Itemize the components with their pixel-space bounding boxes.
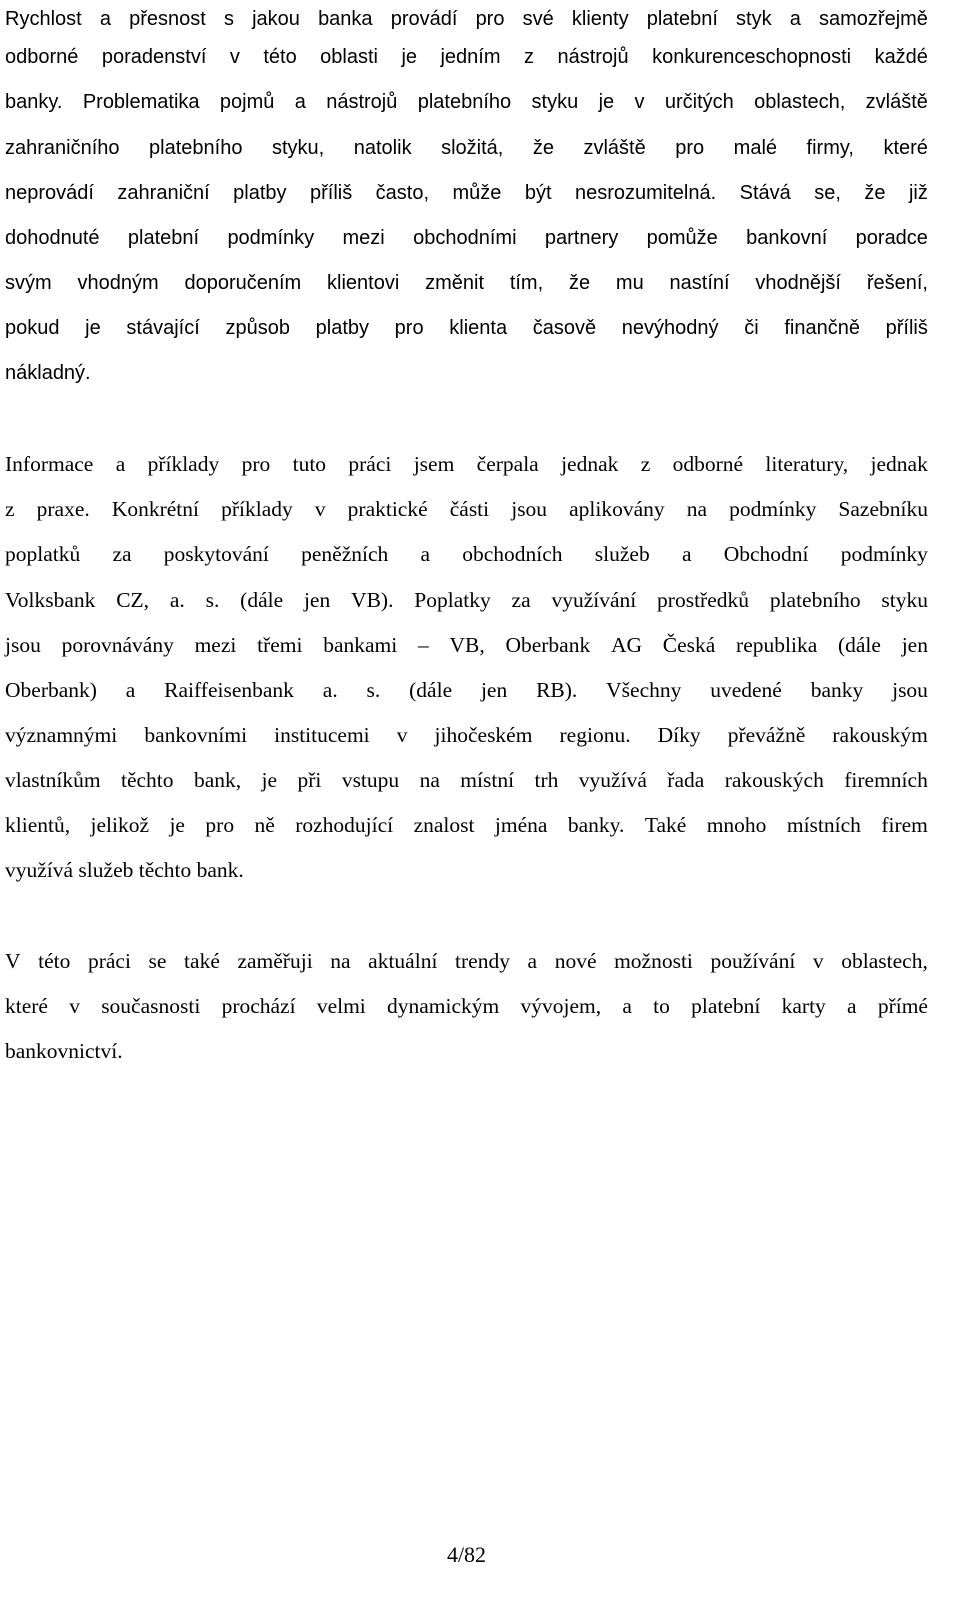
word: klienta xyxy=(449,317,508,339)
word: a xyxy=(125,678,136,702)
word: nové xyxy=(554,949,597,973)
word: tuto xyxy=(292,452,327,476)
word: přesnost xyxy=(129,8,206,30)
p1-line-9: nákladný. xyxy=(5,362,91,384)
word: této xyxy=(263,46,297,68)
word: karty xyxy=(781,994,826,1018)
word: podmínky xyxy=(227,227,315,249)
word: a. xyxy=(322,678,338,702)
word: firemních xyxy=(844,768,928,792)
word: z xyxy=(523,46,534,68)
word: AG xyxy=(610,633,643,657)
word: a xyxy=(420,542,431,566)
word: čerpala xyxy=(476,452,539,476)
word: mezi xyxy=(342,227,385,249)
word: jednak xyxy=(561,452,619,476)
word: podmínky xyxy=(729,497,817,521)
word: a xyxy=(847,994,857,1018)
p1-line-6 xyxy=(5,221,928,255)
word: institucemi xyxy=(274,723,370,747)
word: klientů, xyxy=(5,813,71,837)
word: podmínky xyxy=(840,542,928,566)
word: za xyxy=(112,542,132,566)
word: pro xyxy=(475,8,505,30)
word: firem xyxy=(881,813,928,837)
word: Volksbank xyxy=(5,588,96,612)
word: místních xyxy=(786,813,861,837)
word: Poplatky xyxy=(414,588,491,612)
word: pojmů xyxy=(219,91,275,113)
word: pro xyxy=(205,813,235,837)
word: jsou xyxy=(511,497,548,521)
word: platebního xyxy=(149,137,243,159)
word: změnit xyxy=(425,272,484,294)
word: jelikož xyxy=(90,813,150,837)
word: zaměřuji xyxy=(237,949,313,973)
word: to xyxy=(653,994,670,1018)
word: práci xyxy=(87,949,131,973)
word: poradenství xyxy=(101,46,207,68)
word: prochází xyxy=(221,994,296,1018)
word: znalost xyxy=(413,813,475,837)
word: části xyxy=(449,497,490,521)
word: republika xyxy=(736,633,818,657)
word: významnými xyxy=(5,723,118,747)
word: již xyxy=(908,182,928,204)
word: jen xyxy=(901,633,928,657)
word: banky. xyxy=(567,813,625,837)
word: oblastech, xyxy=(841,949,928,973)
word: které xyxy=(5,994,48,1018)
word: CZ, xyxy=(116,588,150,612)
word: firmy, xyxy=(806,137,854,159)
word: zvláště xyxy=(583,137,646,159)
word: platební xyxy=(691,994,761,1018)
word: RB). xyxy=(536,678,578,702)
word: zahraničního xyxy=(5,137,120,159)
word: praxe. xyxy=(36,497,90,521)
word: jsem xyxy=(413,452,455,476)
word: každé xyxy=(874,46,928,68)
word: platební xyxy=(127,227,200,249)
word: Obchodní xyxy=(723,542,809,566)
word: se xyxy=(148,949,167,973)
p2-line-7 xyxy=(5,718,928,752)
word: zahraniční xyxy=(117,182,210,204)
word: pro xyxy=(675,137,705,159)
p2-line-5 xyxy=(5,628,928,662)
p2-line-6 xyxy=(5,673,928,707)
word: za xyxy=(511,588,531,612)
word: poskytování xyxy=(163,542,269,566)
word: jsou xyxy=(5,633,41,657)
word: obchodních xyxy=(462,542,563,566)
word: Informace xyxy=(5,452,94,476)
word: platby xyxy=(233,182,287,204)
word: Díky xyxy=(657,723,701,747)
word: této xyxy=(38,949,71,973)
word: jedním xyxy=(440,46,501,68)
word: jen xyxy=(480,678,508,702)
p3-line-3: bankovnictví. xyxy=(5,1039,123,1063)
p1-line-5 xyxy=(5,176,928,210)
word: pro xyxy=(394,317,424,339)
word: využívá xyxy=(578,768,647,792)
word: klienty xyxy=(571,8,629,30)
p3-line-1 xyxy=(5,944,928,978)
word: natolik xyxy=(353,137,412,159)
word: s. xyxy=(366,678,381,702)
word: vhodným xyxy=(77,272,159,294)
word: nastíní xyxy=(669,272,730,294)
word: na xyxy=(686,497,708,521)
word: příklady xyxy=(221,497,293,521)
word: odborné xyxy=(672,452,744,476)
word: oblastech, xyxy=(754,91,846,113)
word: příliš xyxy=(309,182,353,204)
word: V xyxy=(5,949,21,973)
word: mezi xyxy=(194,633,237,657)
page-number: 4/82 xyxy=(446,1542,487,1567)
word: na xyxy=(419,768,440,792)
word: Rychlost xyxy=(5,8,82,30)
word: banka xyxy=(318,8,373,30)
word: vstupu xyxy=(341,768,400,792)
word: třemi xyxy=(257,633,303,657)
word: vývojem, xyxy=(520,994,602,1018)
word: časově xyxy=(532,317,597,339)
word: banky. xyxy=(5,91,63,113)
word: v xyxy=(812,949,824,973)
word: pomůže xyxy=(646,227,718,249)
word: klientovi xyxy=(327,272,400,294)
word: v xyxy=(69,994,80,1018)
word: jména xyxy=(494,813,548,837)
word: řada xyxy=(667,768,705,792)
word: rakouským xyxy=(832,723,928,747)
word: pokud xyxy=(5,317,60,339)
word: tím, xyxy=(509,272,544,294)
p1-line-7 xyxy=(5,266,928,300)
word: bankovními xyxy=(144,723,248,747)
word: ně xyxy=(254,813,275,837)
word: a xyxy=(294,91,306,113)
word: konkurenceschopnosti xyxy=(652,46,852,68)
word: jen xyxy=(303,588,331,612)
word: platební xyxy=(646,8,718,30)
word: styku xyxy=(531,91,579,113)
word: své xyxy=(522,8,554,30)
p2-line-1 xyxy=(5,447,928,481)
word: regionu. xyxy=(559,723,631,747)
word: být xyxy=(524,182,552,204)
word: jihočeském xyxy=(434,723,533,747)
word: pro xyxy=(241,452,271,476)
word: neprovádí xyxy=(5,182,94,204)
word: také xyxy=(184,949,220,973)
p3-line-2 xyxy=(5,989,928,1023)
word: jakou xyxy=(252,8,300,30)
word: bankami xyxy=(323,633,398,657)
word: trh xyxy=(534,768,559,792)
word: Konkrétní xyxy=(111,497,200,521)
word: finančně xyxy=(784,317,860,339)
word: (dále xyxy=(240,588,284,612)
word: poplatků xyxy=(5,542,81,566)
word: složitá, xyxy=(441,137,504,159)
word: praktické xyxy=(347,497,428,521)
word: Stává xyxy=(739,182,791,204)
word: Česká xyxy=(662,633,716,657)
word: že xyxy=(532,137,554,159)
word: stávající xyxy=(126,317,200,339)
word: dohodnuté xyxy=(5,227,100,249)
word: a xyxy=(115,452,126,476)
word: jednak xyxy=(870,452,928,476)
p1-line-8 xyxy=(5,311,928,345)
word: s xyxy=(223,8,234,30)
word: (dále xyxy=(837,633,881,657)
word: Problematika xyxy=(82,91,200,113)
word: nástrojů xyxy=(557,46,629,68)
word: styku, xyxy=(271,137,325,159)
word: příliš xyxy=(885,317,928,339)
word: uvedené xyxy=(710,678,782,702)
word: příklady xyxy=(147,452,220,476)
word: v xyxy=(229,46,240,68)
word: styk xyxy=(736,8,772,30)
word: Oberbank) xyxy=(5,678,97,702)
word: řešení, xyxy=(866,272,928,294)
word: malé xyxy=(733,137,778,159)
word: nástrojů xyxy=(326,91,398,113)
word: mnoho xyxy=(706,813,767,837)
p1-line-3 xyxy=(5,85,928,119)
word: velmi xyxy=(316,994,366,1018)
word: převážně xyxy=(727,723,806,747)
word: služeb xyxy=(594,542,650,566)
word: porovnávány xyxy=(61,633,174,657)
word: nesrozumitelná. xyxy=(574,182,717,204)
word: styku xyxy=(881,588,928,612)
word: platby xyxy=(315,317,369,339)
word: jsou xyxy=(892,678,928,702)
word: že xyxy=(864,182,886,204)
word: přímé xyxy=(877,994,928,1018)
word: doporučením xyxy=(184,272,302,294)
word: které xyxy=(883,137,928,159)
word: Sazebníku xyxy=(838,497,928,521)
p2-line-3 xyxy=(5,537,928,571)
word: poradce xyxy=(855,227,928,249)
word: často, xyxy=(375,182,430,204)
word: určitých xyxy=(664,91,734,113)
word: rozhodující xyxy=(295,813,394,837)
word: (dále xyxy=(409,678,453,702)
word: VB). xyxy=(351,588,394,612)
word: z xyxy=(5,497,15,521)
word: trendy xyxy=(455,949,510,973)
word: v xyxy=(634,91,645,113)
word: svým xyxy=(5,272,52,294)
word: zvláště xyxy=(865,91,928,113)
word: využívání xyxy=(551,588,637,612)
word: Raiffeisenbank xyxy=(164,678,294,702)
word: rakouských xyxy=(724,768,824,792)
word: VB, xyxy=(449,633,485,657)
word: je xyxy=(169,813,185,837)
word: partnery xyxy=(544,227,619,249)
word: odborné xyxy=(5,46,79,68)
word: z xyxy=(640,452,651,476)
word: vhodnější xyxy=(755,272,841,294)
word: dynamickým xyxy=(387,994,500,1018)
word: a xyxy=(99,8,111,30)
word: a xyxy=(681,542,692,566)
p1-line-4 xyxy=(5,131,928,165)
word: aplikovány xyxy=(569,497,665,521)
p2-line-8 xyxy=(5,763,928,797)
word: peněžních xyxy=(301,542,389,566)
word: platebního xyxy=(769,588,861,612)
word: těchto xyxy=(120,768,174,792)
word: způsob xyxy=(225,317,290,339)
word: provádí xyxy=(390,8,458,30)
word: bank, xyxy=(193,768,242,792)
word: prostředků xyxy=(657,588,749,612)
word: Všechny xyxy=(606,678,682,702)
p2-line-9 xyxy=(5,808,928,842)
word: možnosti xyxy=(614,949,693,973)
p2-line-10: využívá služeb těchto bank. xyxy=(5,858,244,882)
word: samozřejmě xyxy=(819,8,928,30)
word: je xyxy=(261,768,278,792)
word: je xyxy=(401,46,418,68)
p2-line-2 xyxy=(5,492,928,526)
word: obchodními xyxy=(413,227,517,249)
word: platebního xyxy=(417,91,512,113)
word: či xyxy=(744,317,759,339)
word: současnosti xyxy=(101,994,201,1018)
word: – xyxy=(417,633,429,657)
p1-line-1 xyxy=(5,2,928,36)
word: vlastníkům xyxy=(5,768,101,792)
word: v xyxy=(314,497,326,521)
word: bankovní xyxy=(746,227,828,249)
word: používání xyxy=(710,949,796,973)
word: na xyxy=(330,949,351,973)
word: aktuální xyxy=(368,949,438,973)
word: může xyxy=(452,182,502,204)
word: že xyxy=(568,272,591,294)
word: mu xyxy=(615,272,644,294)
word: a xyxy=(789,8,801,30)
word: Také xyxy=(644,813,687,837)
word: s. xyxy=(205,588,220,612)
word: v xyxy=(396,723,408,747)
word: literatury, xyxy=(765,452,849,476)
word: Oberbank xyxy=(505,633,591,657)
word: banky xyxy=(810,678,864,702)
word: je xyxy=(598,91,615,113)
word: nevýhodný xyxy=(621,317,719,339)
p1-line-2 xyxy=(5,40,928,74)
word: práci xyxy=(348,452,392,476)
word: oblasti xyxy=(320,46,378,68)
word: a xyxy=(527,949,538,973)
word: je xyxy=(85,317,101,339)
p2-line-4 xyxy=(5,583,928,617)
word: se, xyxy=(814,182,841,204)
word: při xyxy=(297,768,322,792)
word: a xyxy=(622,994,632,1018)
word: a. xyxy=(169,588,185,612)
word: místní xyxy=(460,768,515,792)
